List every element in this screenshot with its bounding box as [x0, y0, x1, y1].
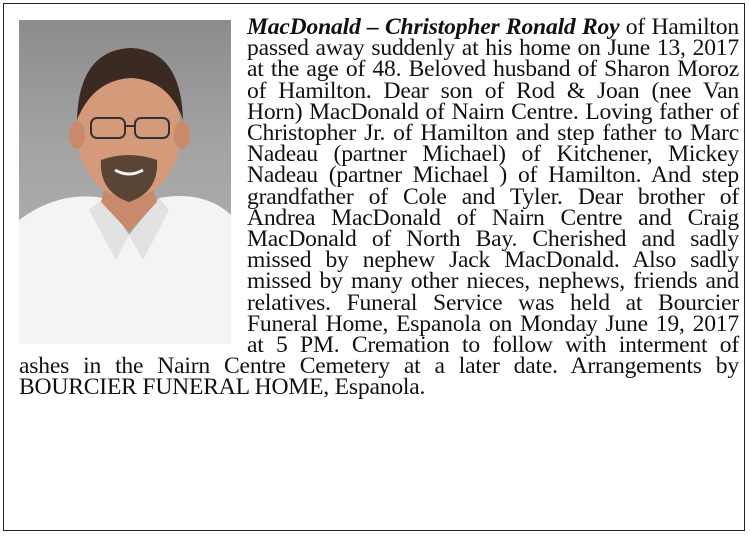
deceased-name: MacDonald – Christopher Ronald Roy: [247, 14, 620, 40]
photo-spacer: [19, 17, 247, 347]
obituary-body: of Hamilton passed away suddenly at his home on June 13, 2017 at the age of 48. Beloved husband of Sharon Moroz of Hamilton. Dear son of Rod & Joan (nee Van Horn) MacDonald of Nairn Centre. Loving father of Christopher Jr. of Hamilton and step father to Marc Nadeau (partner Michael) of Kitchener, Mickey Nadeau (partner Michael ) of Hamilton. And step grandfather of Cole and Tyler. Dear brother of Andrea MacDonald of Nairn Centre and Craig MacDonald of North Bay. Cherished and sadly missed by nephew Jack MacDonald. Also sadly missed by many other nieces, nephews, friends and relatives. Funeral Service was held at Bourcier Funeral Home, Espanola on Monday June 19, 2017 at 5 PM. Cremation to follow with interment of ashes in the Nairn Centre Cemetery at a later date. Arrangements by BOURCIER FUNERAL HOME, Espanola.: [19, 14, 739, 401]
obituary-notice: [3, 3, 745, 531]
obituary-text: [19, 14, 739, 401]
